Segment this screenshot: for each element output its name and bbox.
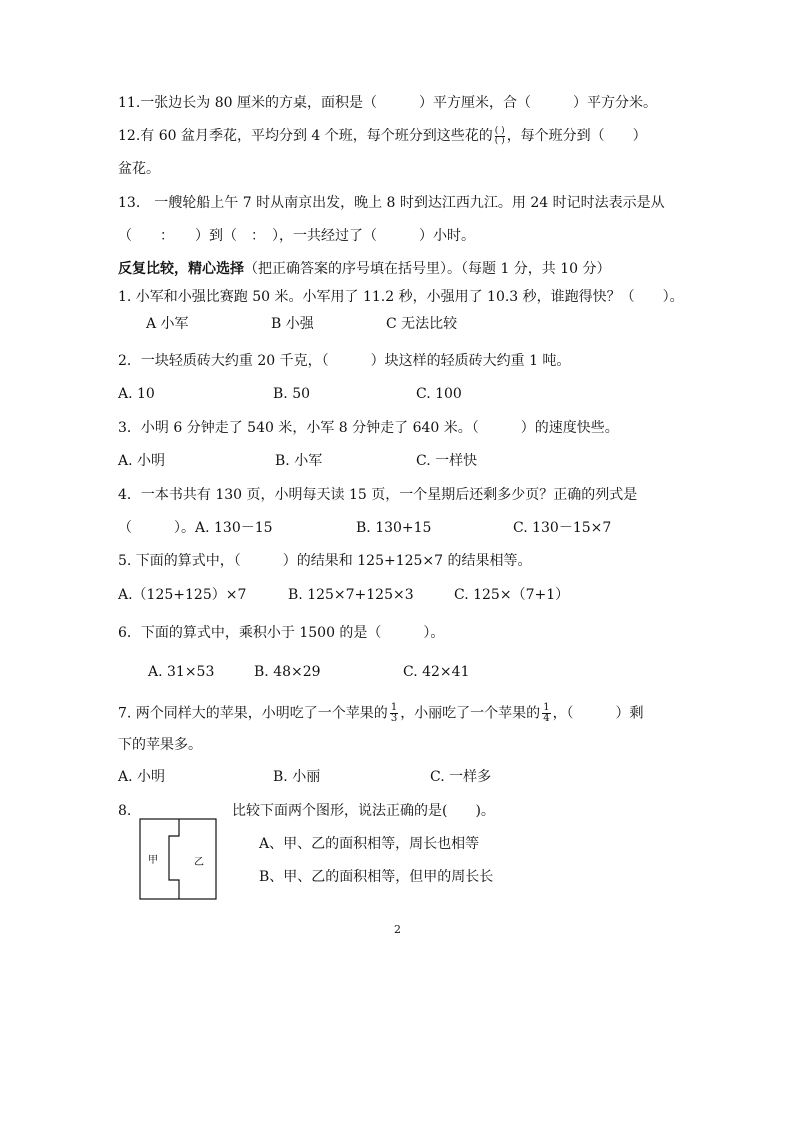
- section-note: （把正确答案的序号填在括号里）。（每题 1 分，共 10 分）: [244, 261, 611, 277]
- choice-7-text-b: ，小丽吃了一个苹果的: [400, 705, 541, 722]
- choice-4-paren-option-a: （ ）。A. 130－15: [118, 520, 273, 536]
- choice-6-question: 6．下面的算式中，乘积小于 1500 的是（ ）。: [118, 625, 445, 641]
- choice-2-option-a: A. 10: [118, 386, 155, 402]
- choice-3-option-c: C. 一样快: [416, 453, 478, 469]
- choice-6-option-b: B. 48×29: [254, 664, 321, 680]
- section-title: 反复比较，精心选择: [118, 261, 244, 277]
- choice-6-option-c: C. 42×41: [403, 664, 470, 680]
- choice-7-text-c: ，（ ）剩: [552, 705, 644, 722]
- q12-line: [118, 126, 647, 146]
- q12-fraction-den: ( ): [494, 135, 505, 146]
- choice-8-option-b: B、甲、乙的面积相等，但甲的周长长: [259, 869, 494, 885]
- choice-7-option-a: A. 小明: [118, 769, 166, 785]
- choice-5-option-c: C. 125×（7+1）: [454, 587, 570, 603]
- choice-7-fraction-1: [390, 703, 398, 724]
- shape-comparison-figure: [139, 818, 217, 900]
- choice-2-option-b: B. 50: [273, 386, 311, 402]
- choice-7-question: [118, 703, 644, 724]
- figure-divider-line: [169, 819, 179, 899]
- choice-2-option-c: C. 100: [416, 386, 462, 402]
- choice-7-option-b: B. 小丽: [273, 769, 321, 785]
- q13-line-2: （ ： ）到（ ： ），一共经过了（ ）小时。: [118, 228, 475, 244]
- choice-7-fraction-2: [542, 703, 550, 724]
- choice-4-option-b: B. 130+15: [356, 520, 432, 536]
- choice-3-option-b: B. 小军: [275, 453, 323, 469]
- q12-text-b: ，每个班分到（ ）: [506, 128, 647, 144]
- page-number: 2: [394, 923, 401, 936]
- figure-label-yi: 乙: [194, 857, 204, 868]
- figure-label-jia: 甲: [148, 855, 158, 866]
- q12-text-a: 12.有 60 盆月季花，平均分到 4 个班，每个班分到这些花的: [118, 128, 493, 144]
- choice-1-option-a: A 小军: [146, 316, 189, 332]
- choice-7-question-2: 下的苹果多。: [118, 737, 202, 753]
- choice-6-option-a: A. 31×53: [148, 664, 215, 680]
- q13-line: 13. 一艘轮船上午 7 时从南京出发，晚上 8 时到达江西九江。用 24 时记时法表示是从: [118, 195, 665, 211]
- choice-1-option-c: C 无法比较: [386, 316, 458, 332]
- choice-7-fraction-1-den: 3: [390, 713, 398, 724]
- choice-7-text-a: 7. 两个同样大的苹果，小明吃了一个苹果的: [118, 705, 388, 722]
- choice-5-option-a: A.（125+125）×7: [118, 587, 247, 603]
- choice-7-option-c: C. 一样多: [430, 769, 492, 785]
- choice-8-question: 比较下面两个图形，说法正确的是( )。: [232, 803, 495, 819]
- q11-line: 11.一张边长为 80 厘米的方桌，面积是（ ）平方厘米，合（ ）平方分米。: [118, 95, 657, 111]
- q12-line-2: 盆花。: [118, 161, 160, 177]
- choice-4-question: 4．一本书共有 130 页，小明每天读 15 页，一个星期后还剩多少页？正确的列式是: [118, 487, 638, 503]
- choice-1-question: 1. 小军和小强比赛跑 50 米。小军用了 11.2 秒，小强用了 10.3 秒，谁跑得快？（ ）。: [118, 289, 684, 305]
- choice-1-option-b: B 小强: [271, 316, 314, 332]
- choice-5-question: 5. 下面的算式中，（ ）的结果和 125+125×7 的结果相等。: [118, 553, 532, 569]
- q12-fraction-num: ( ): [494, 125, 505, 136]
- choice-7-fraction-1-num: 1: [390, 702, 398, 713]
- choice-8-option-a: A、甲、乙的面积相等，周长也相等: [259, 836, 480, 852]
- choice-7-fraction-2-num: 1: [543, 702, 550, 713]
- section-heading: [118, 259, 611, 279]
- choice-4-option-c: C. 130－15×7: [513, 520, 612, 536]
- choice-8-number: 8.: [118, 803, 132, 819]
- choice-3-question: 3．小明 6 分钟走了 540 米，小军 8 分钟走了 640 米。（ ）的速度快些。: [118, 420, 619, 436]
- choice-2-question: 2．一块轻质砖大约重 20 千克，（ ）块这样的轻质砖大约重 1 吨。: [118, 353, 571, 369]
- q12-fraction: [495, 127, 505, 146]
- choice-5-option-b: B. 125×7+125×3: [288, 587, 414, 603]
- choice-7-fraction-2-den: 4: [543, 713, 550, 724]
- choice-3-option-a: A. 小明: [118, 453, 166, 469]
